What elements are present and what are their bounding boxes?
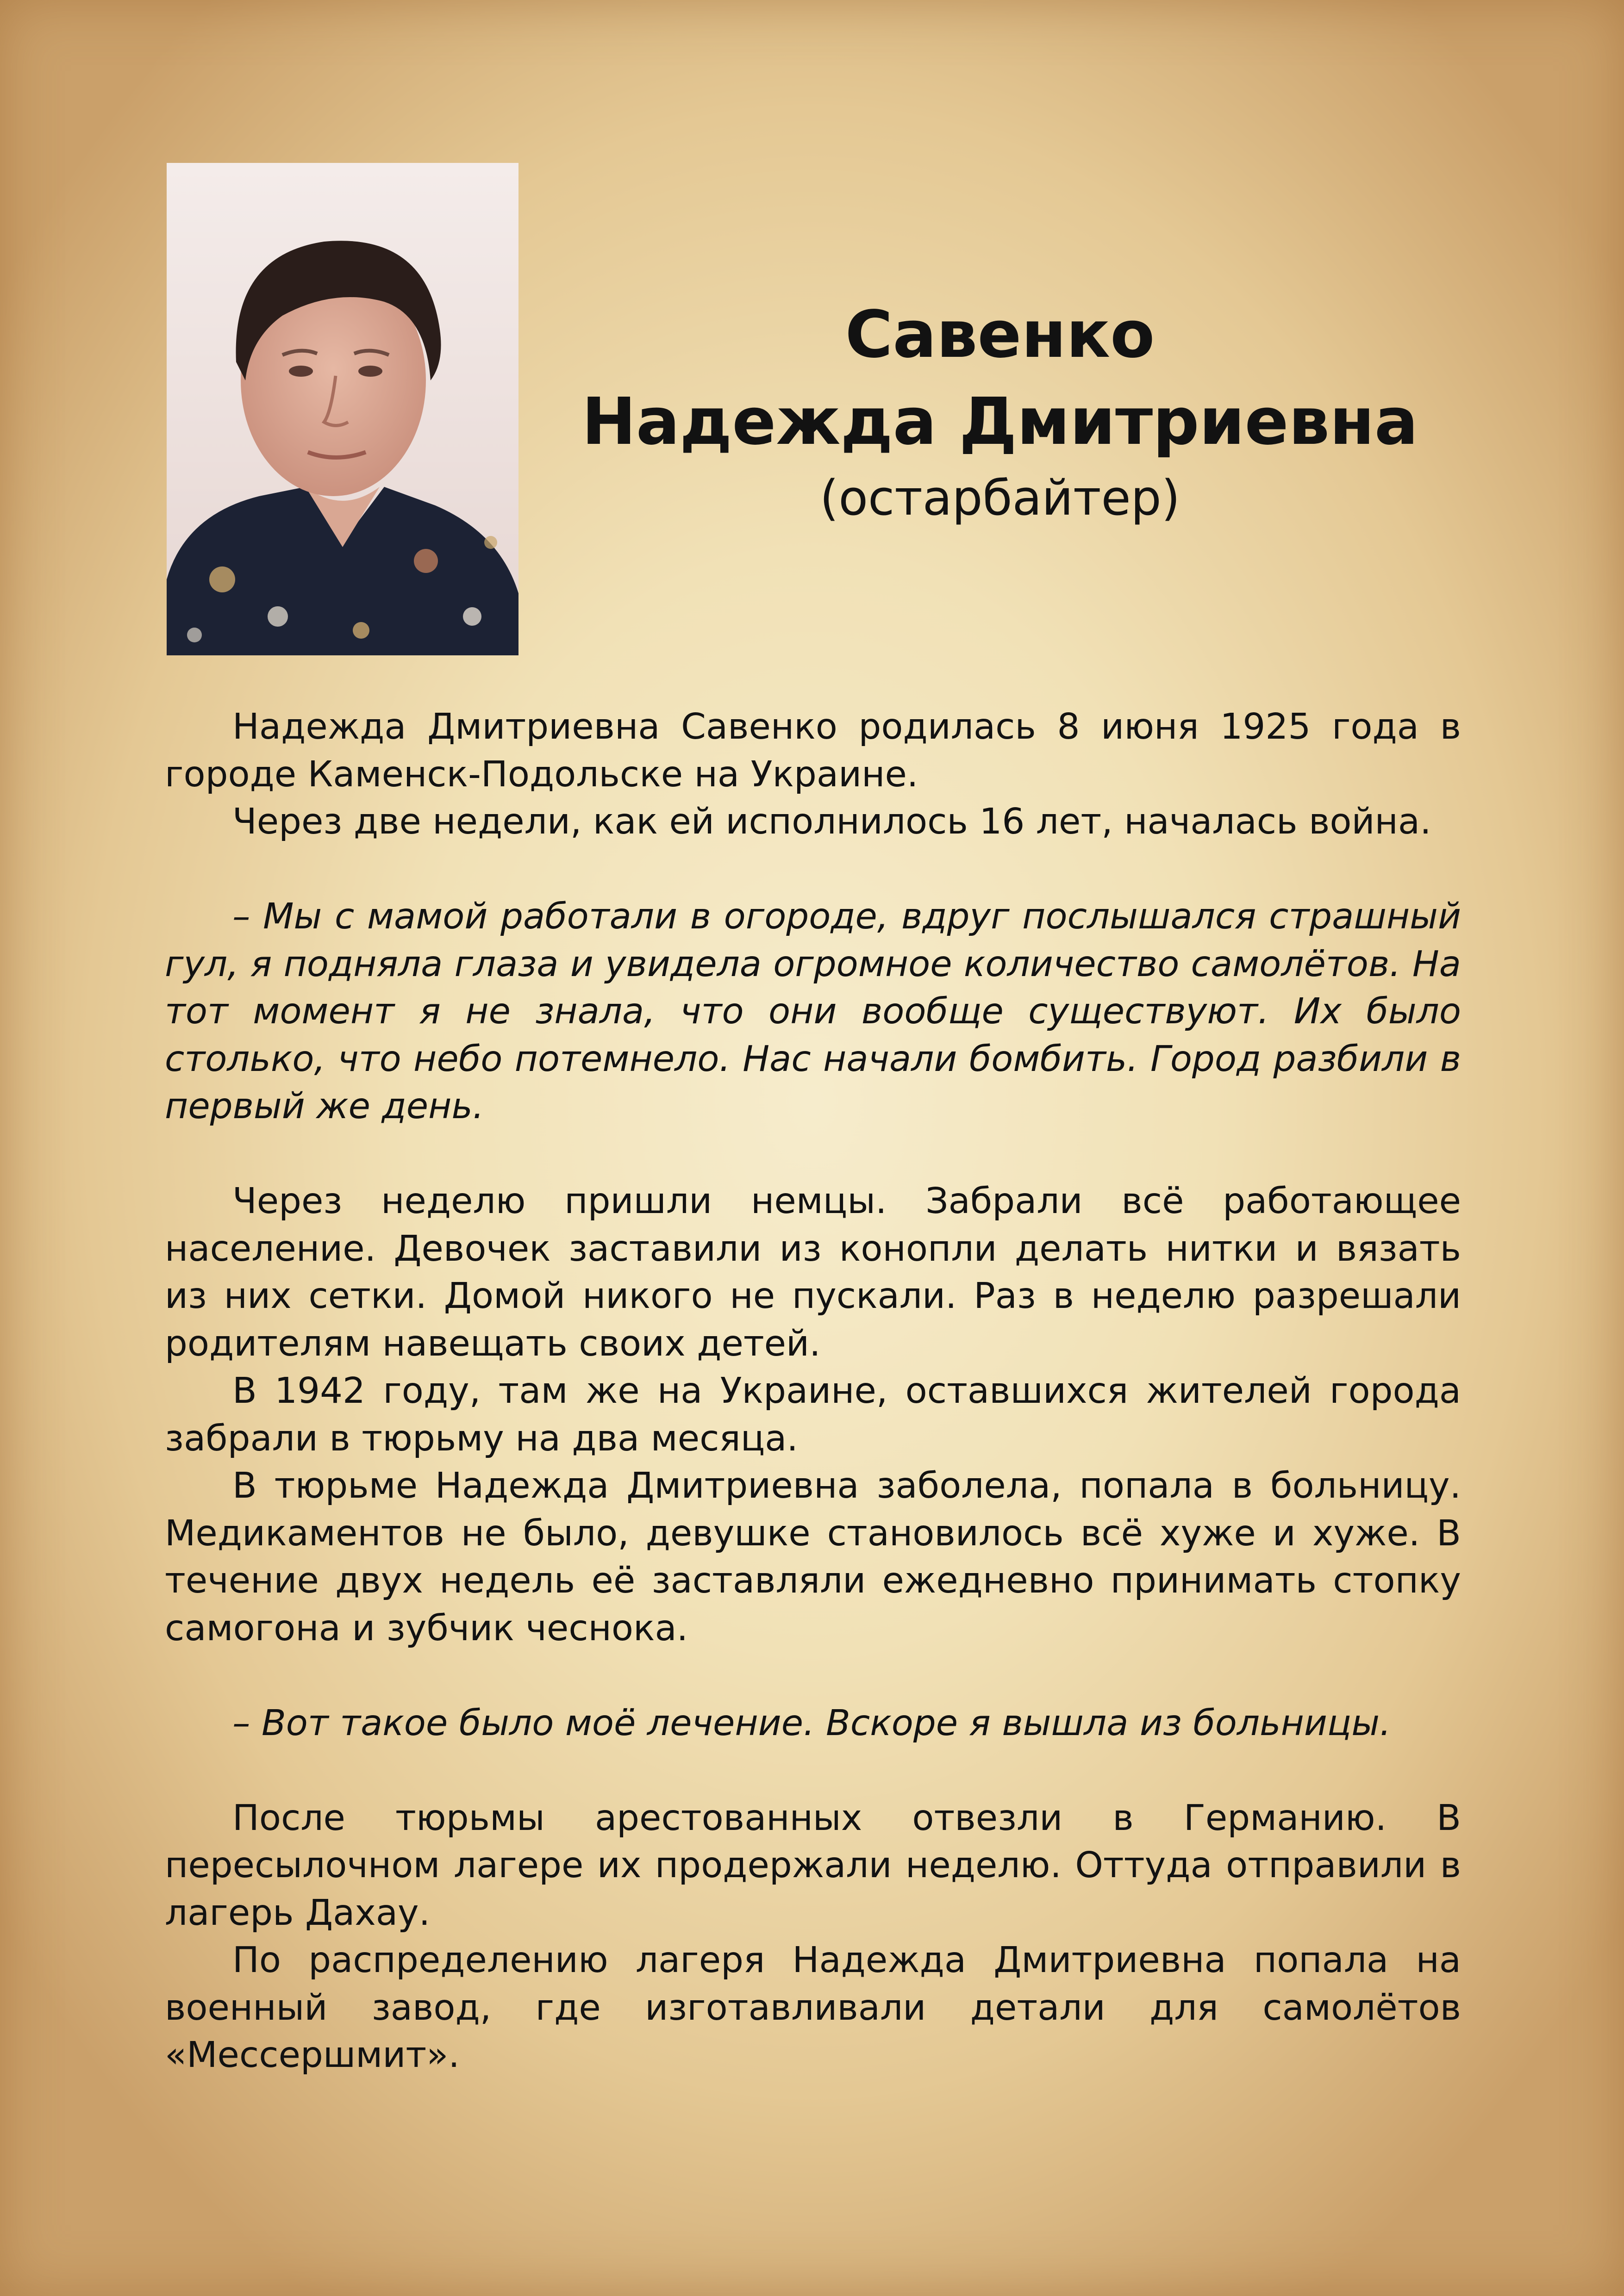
story-quote: – Вот такое было моё лечение. Вскоре я вышла из больницы. [232,1702,1391,1744]
story-paragraph: По распределению лагеря Надежда Дмитриевна попала на военный завод, где изготавливали детали для самолётов «Мессершмит». [165,1940,1461,2076]
portrait-icon [167,163,518,655]
surname-title: Савенко [845,297,1155,373]
story-paragraph: Через две недели, как ей исполнилось 16 лет, началась война. [232,801,1431,842]
role-subtitle: (остарбайтер) [819,470,1181,526]
story-paragraph: В тюрьме Надежда Дмитриевна заболела, попала в больницу. Медикаментов не было, девушке становилось всё хуже и хуже. В течение двух недель её заставляли ежедневно принимать стопку самогона и зубчик чеснока. [165,1465,1461,1649]
portrait-photo [167,163,518,655]
given-names-title: Надежда Дмитриевна [581,384,1418,460]
heading [537,292,1463,530]
story-paragraph: Надежда Дмитриевна Савенко родилась 8 июня 1925 года в городе Каменск-Подольске на Украине. [165,706,1461,795]
story-quote: – Мы с мамой работали в огороде, вдруг послышался страшный гул, я подняла глаза и увидела огромное количество самолётов. На тот момент я не знала, что они вообще существуют. Их было столько, что небо потемнело. Нас начали бомбить. Город разбили в первый же день. [165,896,1461,1127]
story-paragraph: В 1942 году, там же на Украине, оставшихся жителей города забрали в тюрьму на два месяца. [165,1370,1461,1459]
story-text [165,703,1461,2079]
story-paragraph: После тюрьмы арестованных отвезли в Германию. В пересылочном лагере их продержали неделю. Оттуда отправили в лагерь Дахау. [165,1797,1461,1934]
story-paragraph: Через неделю пришли немцы. Забрали всё работающее население. Девочек заставили из конопли делать нитки и вязать из них сетки. Домой никого не пускали. Раз в неделю разрешали родителям навещать своих детей. [165,1181,1461,1364]
